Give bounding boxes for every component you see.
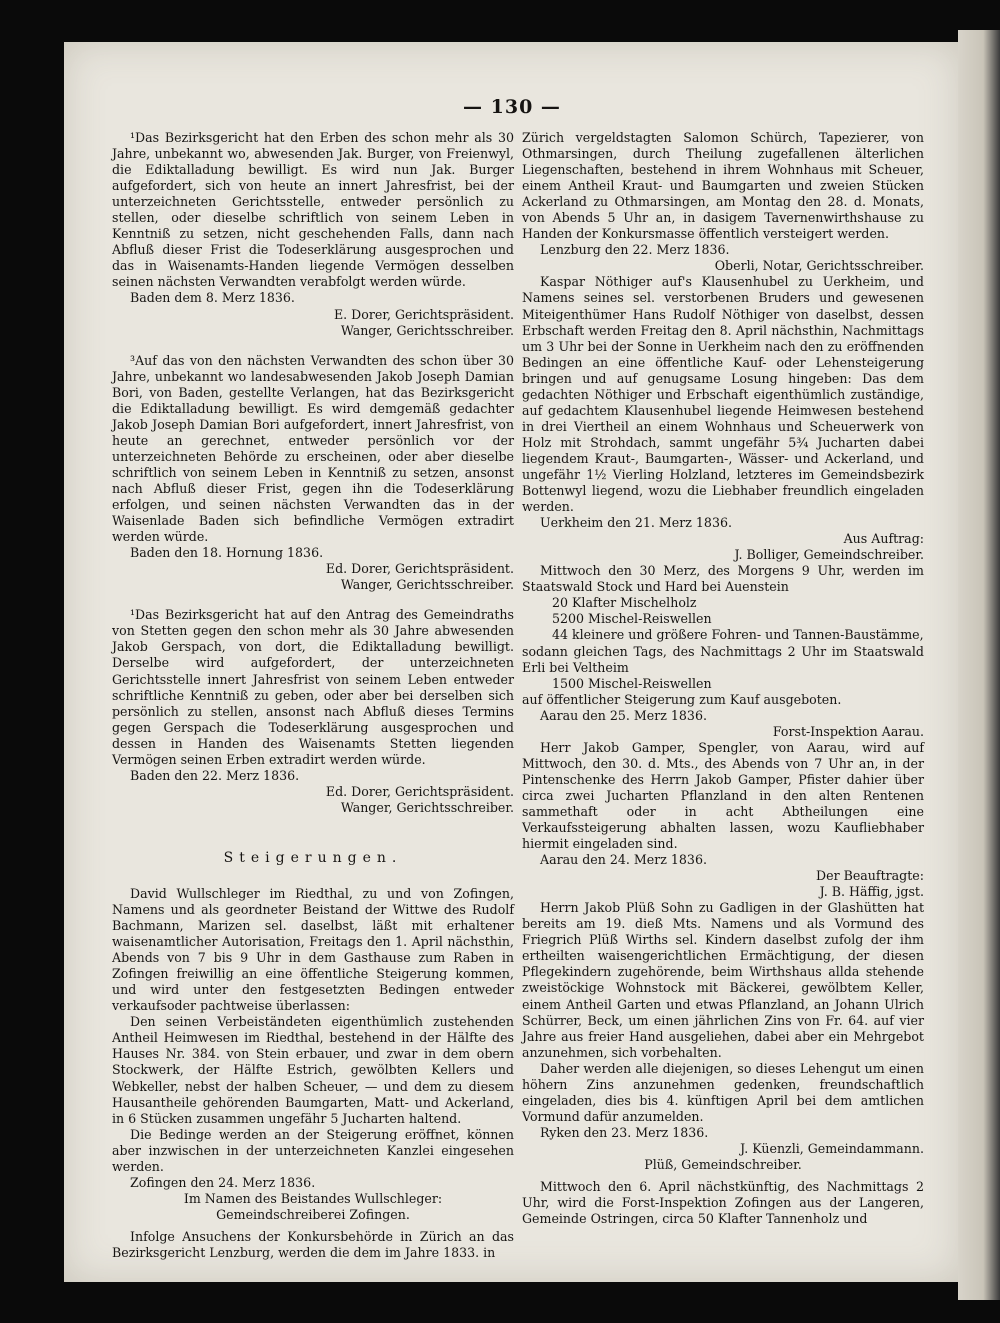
notice-burger: ¹Das Bezirksgericht hat den Erben des schon mehr als 30 Jahre, unbekannt wo, abwesenden Jak. Burger, von Freienwyl, die Ediktalladung bewilligt. Es wird nun Jak. Burger aufgefordert, sich von heute an innert Jahresfrist, bei der unterzeichneten Gerichtsstelle, entweder persönlich zu stellen, oder dieselbe schriftlich von seinem Leben in Kenntniß zu setzen, nicht geschehenden Falls, dann nach Abfluß dieser Frist die Todeserklärung ausgesprochen und das in Waisenamts-Handen liegende Vermögen desselben seinen nächsten Verwandten verabfolgt werden würde. bbox=[112, 130, 514, 290]
section-heading: Steigerungen. bbox=[223, 849, 403, 866]
notice-date: Baden den 18. Hornung 1836. bbox=[130, 545, 324, 561]
notice-wullschleger-detail: Den seinen Verbeiständeten eigenthümlich zustehenden Antheil Heimwesen im Riedthal, bestehend in der Hälfte des Hauses Nr. 384. von Stein erbauer, und zwar in dem obern Stockwerk, der Hälfte Estrich, gewölbten Kellers und Webkeller, nebst der halben Scheuer, — und dem zu diesem Hausantheile gehörenden Baumgarten, Matt- und Ackerland, in 6 Stücken zusammen ungefähr 5 Jucharten haltend. bbox=[112, 1014, 514, 1126]
page-number: — 130 — bbox=[463, 96, 561, 118]
list-item: 1500 Mischel-Reiswellen bbox=[552, 675, 712, 691]
notice-konkurs-cont: Zürich vergeldstagten Salomon Schürch, Tapezierer, von Othmarsingen, durch Theilung zugefallenen älterlichen Liegenschaften, bestehend in ihrem Wohnhaus mit Scheuer, einem Antheil Kraut- und Baumgarten und zweien Stücken Ackerland zu Othmarsingen, am Montag den 28. d. Monats, von Abends 5 Uhr an, in dasigem Tavernenwirthshause zu Handen der Konkursmasse öffentlich versteigert werden. bbox=[522, 130, 924, 242]
signature: Wanger, Gerichtsschreiber. bbox=[340, 799, 514, 815]
signature: Forst-Inspektion Aarau. bbox=[772, 723, 924, 739]
notice-date: Lenzburg den 22. Merz 1836. bbox=[540, 242, 730, 258]
notice-forst-auenstein: Mittwoch den 30 Merz, des Morgens 9 Uhr, werden im Staatswald Stock und Hard bei Auenstein bbox=[522, 563, 924, 595]
right-column bbox=[522, 130, 924, 1227]
notice-date: Ryken den 23. Merz 1836. bbox=[540, 1124, 709, 1140]
notice-forst-zofingen: Mittwoch den 6. April nächstkünftig, des Nachmittags 2 Uhr, wird die Forst-Inspektion Zofingen aus der Langeren, Gemeinde Ostringen, circa 50 Klafter Tannenholz und bbox=[522, 1179, 924, 1227]
notice-konkurs-start: Infolge Ansuchens der Konkursbehörde in Zürich an das Bezirksgericht Lenzburg, werden die dem im Jahre 1833. in bbox=[112, 1228, 514, 1260]
signature: Wanger, Gerichtsschreiber. bbox=[340, 577, 514, 593]
page-edge bbox=[958, 30, 1000, 1300]
notice-date: Zofingen den 24. Merz 1836. bbox=[130, 1174, 316, 1190]
notice-noethiger: Kaspar Nöthiger auf's Klausenhubel zu Uerkheim, und Namens seines sel. verstorbenen Bruders und gewesenen Miteigenthümer Hans Rudolf Nöthiger von daselbst, dessen Erbschaft werden Freitag den 8. April nächsthin, Nachmittags um 3 Uhr bei der Sonne in Uerkheim nach den zu eröffnenden Bedingen an eine öffentliche Kauf- oder Lehensteigerung bringen und auf genugsame Losung hingeben: Das dem gedachten Nöthiger und Erbschaft eigenthümlich zuständige, auf gedachtem Klausenhubel liegende Heimwesen bestehend in drei Viertheil an einem Wohnhaus und Scheuerwerk von Holz mit Strohdach, sammt ungefähr 5¾ Jucharten dabei liegendem Kraut-, Baumgarten-, Wässer- und Ackerland, und ungefähr 1½ Vierling Holzland, letzteres im Gemeindsbezirk Bottenwyl liegend, wozu die Liebhaber freundlich eingeladen werden. bbox=[522, 274, 924, 515]
signature: J. Bolliger, Gemeindschreiber. bbox=[734, 547, 924, 563]
signature: Plüß, Gemeindschreiber. bbox=[644, 1157, 802, 1172]
notice-wullschleger-terms: Die Bedinge werden an der Steigerung eröffnet, können aber inzwischen in der unterzeichneten Kanzlei eingesehen werden. bbox=[112, 1126, 514, 1174]
signature: Oberli, Notar, Gerichtsschreiber. bbox=[714, 258, 924, 274]
list-item: 44 kleinere und größere Fohren- und Tannen-Baustämme, bbox=[552, 627, 924, 643]
signature: Ed. Dorer, Gerichtspräsident. bbox=[325, 783, 514, 799]
notice-gerspach: ¹Das Bezirksgericht hat auf den Antrag des Gemeindraths von Stetten gegen den schon mehr als 30 Jahre abwesenden Jakob Gerspach, von dort, die Ediktalladung bewilligt. Derselbe wird aufgefordert, der unterzeichneten Gerichtsstelle innert Jahresfrist von seinem Leben entweder schriftliche Kenntniß zu geben, oder aber bei derselben sich persönlich zu stellen, ansonst nach Abfluß dieses Termins gegen Gerspach die Todeserklärung ausgesprochen und dessen in Handen des Waisenamts Stetten liegenden Vermögen seinen Erben extradirt werden würde. bbox=[112, 607, 514, 767]
signature: Aus Auftrag: bbox=[843, 531, 924, 547]
left-column bbox=[112, 130, 514, 1261]
signature: Wanger, Gerichtsschreiber. bbox=[340, 322, 514, 338]
notice-wullschleger: David Wullschleger im Riedthal, zu und von Zofingen, Namens und als geordneter Beistand der Wittwe des Rudolf Bachmann, Marizen sel. daselbst, läßt mit erhaltener waisenamtlicher Autorisation, Freitags den 1. April nächsthin, Abends von 7 bis 9 Uhr in dem Gasthause zum Raben in Zofingen freiwillig an eine öffentliche Steigerung kommen, und wird unter den festgesetzten Bedingen entweder verkaufsoder pachtweise überlassen: bbox=[112, 885, 514, 1014]
signature: Gemeindschreiberei Zofingen. bbox=[216, 1206, 410, 1222]
signature: E. Dorer, Gerichtspräsident. bbox=[333, 306, 514, 322]
notice-date: Baden dem 8. Merz 1836. bbox=[130, 290, 295, 306]
notice-pluess: Herrn Jakob Plüß Sohn zu Gadligen in der Glashütten hat bereits am 19. dieß Mts. Namens und als Vormund des Friegrich Plüß Wirths sel. Kindern daselbst zufolg der ihm ertheilten waisengerichtlichen Ermächtigung, der diesen Pflegekindern zugehörende, beim Wirthshaus allda stehende zweistöckige Wohnstock mit Bäckerei, gewölbtem Keller, einem Antheil Garten und etwas Pflanzland, an Johann Ulrich Schürrer, Beck, um einen jährlichen Zins von Fr. 64. auf vier Jahre aus freier Hand ausgeliehen, dabei aber ein Mehrgebot anzunehmen, sich vorbehalten. bbox=[522, 900, 924, 1060]
notice-bori: ³Auf das von den nächsten Verwandten des schon über 30 Jahre, unbekannt wo landesabwesenden Jakob Joseph Damian Bori, von Baden, gestellte Verlangen, hat das Bezirksgericht die Ediktalladung bewilligt. Es wird demgemäß gedachter Jakob Joseph Damian Bori aufgefordert, innert Jahresfrist, von heute an gerechnet, entweder persönlich vor der unterzeichneten Behörde zu erscheinen, oder aber dieselbe schriftlich von seinem Leben in Kenntniß zu setzen, ansonst nach Abfluß dieser Frist, gegen ihn die Todeserklärung erfolgen, und seinen nächsten Verwandten das in der Waisenlade Baden sich befindliche Vermögen extradirt werden würde. bbox=[112, 352, 514, 545]
signature: Ed. Dorer, Gerichtspräsident. bbox=[325, 561, 514, 577]
notice-date: Baden den 22. Merz 1836. bbox=[130, 767, 300, 783]
notice-date: Uerkheim den 21. Merz 1836. bbox=[540, 515, 732, 531]
notice-pluess-invite: Daher werden alle diejenigen, so dieses Lehengut um einen höhern Zins anzunehmen gedenken, freundschaftlich eingeladen, dies bis 4. künftigen April bei dem amtlichen Vormund dafür anzumelden. bbox=[522, 1060, 924, 1124]
signature: Im Namen des Beistandes Wullschleger: bbox=[183, 1190, 443, 1206]
signature: J. Küenzli, Gemeindammann. bbox=[740, 1140, 924, 1156]
notice-forst-veltheim: sodann gleichen Tags, des Nachmittags 2 Uhr im Staatswald Erli bei Veltheim bbox=[522, 643, 924, 675]
notice-date: Aarau den 24. Merz 1836. bbox=[540, 852, 707, 868]
notice-gamper: Herr Jakob Gamper, Spengler, von Aarau, wird auf Mittwoch, den 30. d. Mts., des Abends von 7 Uhr an, in der Pintenschenke des Herrn Jakob Gamper, Pfister dahier über circa zwei Jucharten Pflanzland in den alten Rentenen sammethaft oder in acht Abtheilungen eine Verkaufssteigerung abhalten lassen, wozu Kaufliebhaber hiermit eingeladen sind. bbox=[522, 739, 924, 852]
newspaper-page bbox=[64, 42, 960, 1282]
signature: J. B. Häffig, jgst. bbox=[819, 884, 924, 900]
list-item: 5200 Mischel-Reiswellen bbox=[552, 611, 712, 627]
signature: Der Beauftragte: bbox=[816, 868, 924, 884]
list-item: 20 Klafter Mischelholz bbox=[552, 595, 697, 611]
notice-date: Aarau den 25. Merz 1836. bbox=[540, 707, 707, 723]
notice-forst-close: auf öffentlicher Steigerung zum Kauf ausgeboten. bbox=[522, 691, 842, 707]
